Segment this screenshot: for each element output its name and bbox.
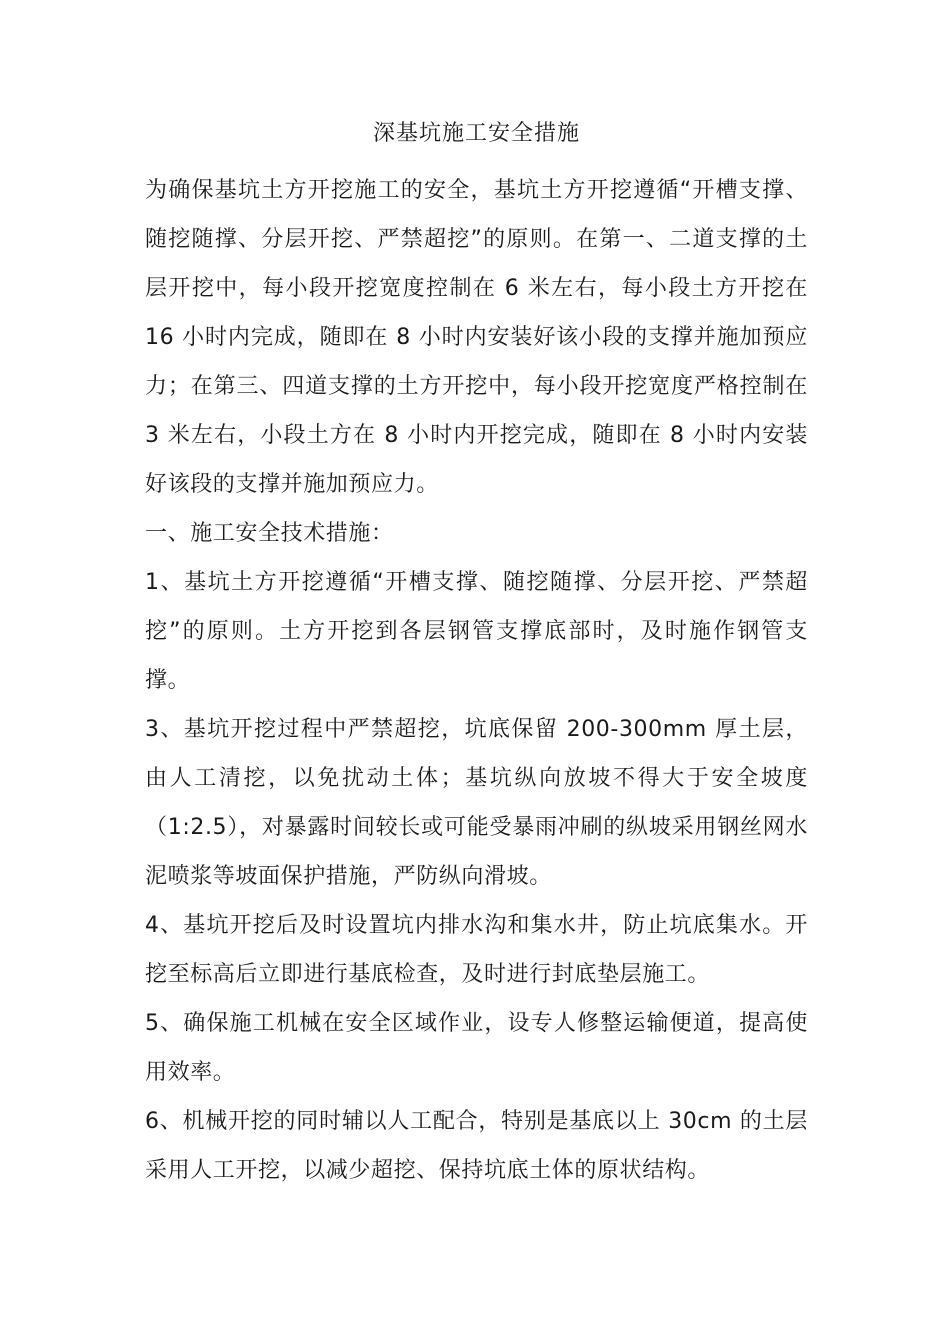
paragraph-item-5: 5、确保施工机械在安全区域作业，设专人修整运输便道，提高使用效率。 bbox=[145, 1011, 808, 1085]
document-body bbox=[145, 166, 808, 1195]
paragraph-item-3: 3、基坑开挖过程中严禁超挖，坑底保留 200-300mm 厚土层，由人工清挖，以免扰动土体；基坑纵向放坡不得大于安全坡度（1:2.5），对暴露时间较长或可能受暴雨冲刷的纵坡采用钢丝网水泥喷浆等坡面保护措施，严防纵向滑坡。 bbox=[145, 717, 808, 889]
document-title: 深基坑施工安全措施 bbox=[372, 121, 580, 146]
paragraph-intro: 为确保基坑土方开挖施工的安全，基坑土方开挖遵循“开槽支撑、随挖随撑、分层开挖、严禁超挖”的原则。在第一、二道支撑的土层开挖中，每小段开挖宽度控制在 6 米左右，每小段土方开挖在 16 小时内完成，随即在 8 小时内安装好该小段的支撑并施加预应力；在第三、四道支撑的土方开挖中，每小段开挖宽度严格控制在 3 米左右，小段土方在 8 小时内开挖完成，随即在 8 小时内安装好该段的支撑并施加预应力。 bbox=[145, 178, 808, 497]
paragraph-item-1: 1、基坑土方开挖遵循“开槽支撑、随挖随撑、分层开挖、严禁超挖”的原则。土方开挖到各层钢管支撑底部时，及时施作钢管支撑。 bbox=[145, 570, 808, 693]
paragraph-item-4: 4、基坑开挖后及时设置坑内排水沟和集水井，防止坑底集水。开挖至标高后立即进行基底检查，及时进行封底垫层施工。 bbox=[145, 913, 808, 987]
paragraph-section-heading: 一、施工安全技术措施： bbox=[145, 521, 394, 546]
paragraph-item-6: 6、机械开挖的同时辅以人工配合，特别是基底以上 30cm 的土层采用人工开挖，以减少超挖、保持坑底土体的原状结构。 bbox=[145, 1109, 808, 1183]
